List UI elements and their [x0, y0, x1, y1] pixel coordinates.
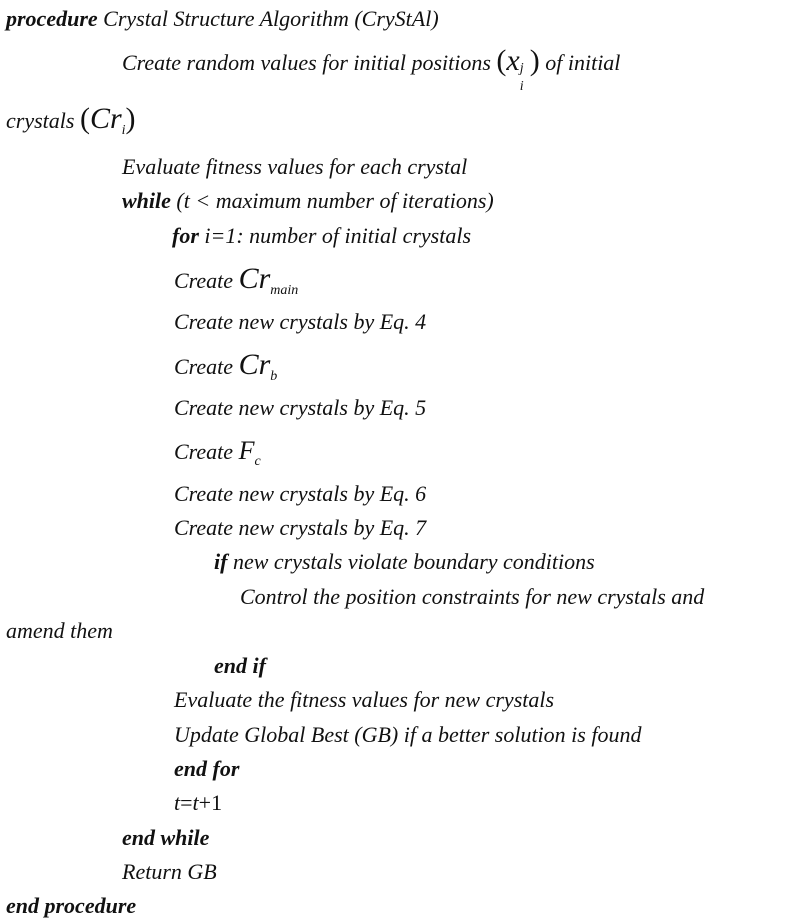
update-line: Update Global Best (GB) if a better solution is found: [174, 722, 642, 747]
control-line-2: amend them: [6, 618, 113, 643]
while-line: [122, 188, 494, 214]
create-word: Create: [174, 439, 234, 464]
cr-b-var: Cr: [238, 348, 271, 381]
create-fc-line: [174, 438, 261, 475]
end-if: end if: [214, 653, 266, 678]
cr-main-var: Cr: [238, 262, 271, 295]
if-keyword: if: [214, 549, 228, 574]
if-line: [214, 549, 595, 575]
eq5-line: Create new crystals by Eq. 5: [174, 395, 427, 420]
position-sup: j: [519, 61, 524, 76]
create-word: Create: [174, 354, 234, 379]
eq7-line: Create new crystals by Eq. 7: [174, 515, 427, 540]
equals-sign: =: [180, 790, 193, 815]
procedure-keyword: procedure: [6, 6, 98, 31]
eval-new-line: Evaluate the fitness values for new crystals: [174, 687, 555, 712]
for-condition: i=1: number of initial crystals: [204, 223, 472, 248]
create-main-line: [174, 262, 299, 304]
create-b-line: [174, 348, 278, 390]
position-sub: i: [519, 79, 524, 94]
for-keyword: for: [172, 223, 199, 248]
while-keyword: while: [122, 188, 171, 213]
eq4-line: Create new crystals by Eq. 4: [174, 309, 427, 334]
t-var-rhs: t: [192, 790, 199, 815]
t-var: t: [174, 790, 181, 815]
if-condition: new crystals violate boundary conditions: [232, 549, 595, 574]
init-line-2: [6, 102, 136, 144]
while-condition: (t < maximum number of iterations): [176, 188, 494, 213]
procedure-header: [6, 6, 439, 32]
end-for: end for: [174, 756, 240, 781]
return-line: Return GB: [122, 859, 217, 884]
control-line-1: Control the position constraints for new crystals and: [240, 584, 705, 609]
paren-close: ): [529, 44, 540, 77]
for-line: [172, 223, 471, 249]
end-while: end while: [122, 825, 210, 850]
cr-b-sub: b: [270, 369, 278, 384]
create-word: Create: [174, 268, 234, 293]
crystal-sub: i: [121, 123, 126, 138]
plus-one: +1: [198, 790, 223, 815]
init-suffix: of initial: [545, 50, 621, 75]
fc-sub: c: [254, 454, 261, 469]
procedure-name: Crystal Structure Algorithm (CryStAl): [103, 6, 439, 31]
fc-var: F: [238, 436, 255, 465]
end-procedure: end procedure: [6, 893, 137, 918]
increment-line: [174, 790, 222, 816]
position-var: x: [506, 44, 520, 77]
crystals-word: crystals: [6, 108, 75, 133]
paren-close: ): [125, 102, 136, 135]
cr-main-sub: main: [270, 283, 299, 298]
paren-open: (: [79, 102, 90, 135]
eval-line: Evaluate fitness values for each crystal: [122, 154, 468, 179]
paren-open: (: [496, 44, 507, 77]
eq6-line: Create new crystals by Eq. 6: [174, 481, 427, 506]
init-line-1: [122, 44, 621, 94]
init-text: Create random values for initial positions: [122, 50, 491, 75]
crystal-var: Cr: [89, 102, 122, 135]
